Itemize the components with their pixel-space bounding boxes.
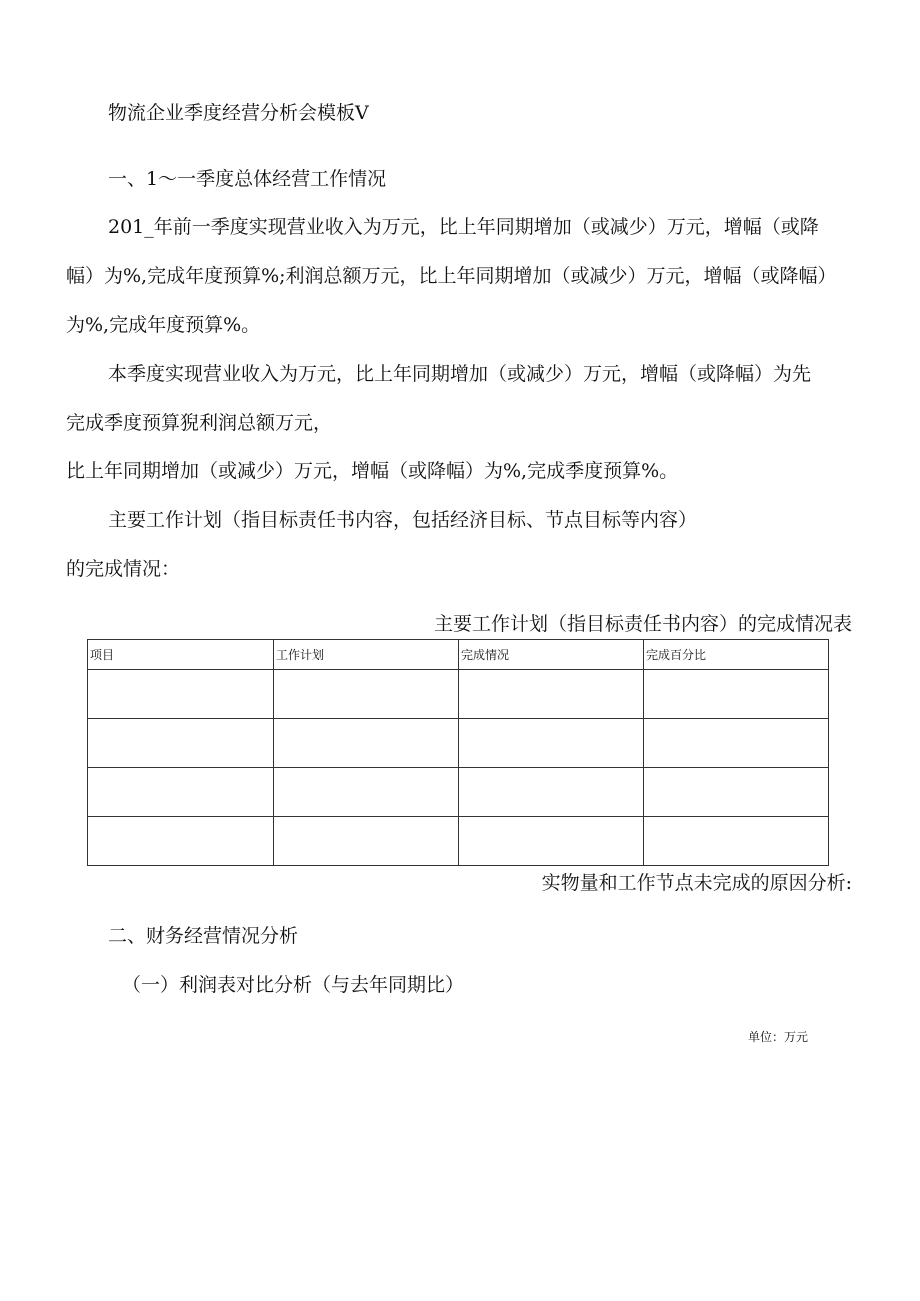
- header-status: 完成情况: [459, 640, 644, 670]
- table-row: [88, 719, 829, 768]
- paragraph2-line3: 比上年同期增加（或减少）万元，增幅（或降幅）为%,完成季度预算%。: [66, 460, 679, 482]
- paragraph2-line1: 本季度实现营业收入为万元，比上年同期增加（或减少）万元，增幅（或降幅）为先: [108, 363, 812, 385]
- paragraph1-line3: 为%,完成年度预算%。: [66, 314, 261, 336]
- section2-subheading: （一）利润表对比分析（与去年同期比）: [122, 974, 465, 996]
- table-cell: [88, 817, 274, 866]
- table-cell: [88, 719, 274, 768]
- paragraph1-line1: 201_年前一季度实现营业收入为万元，比上年同期增加（或减少）万元，增幅（或降: [108, 216, 819, 238]
- table-caption: 主要工作计划（指目标责任书内容）的完成情况表: [433, 613, 852, 635]
- section1-heading: 一、1～一季度总体经营工作情况: [108, 168, 387, 190]
- table-cell: [459, 768, 644, 817]
- table-cell: [644, 719, 829, 768]
- table-cell: [274, 670, 459, 719]
- reason-analysis-label: 实物量和工作节点未完成的原因分析:: [541, 872, 852, 894]
- table-cell: [88, 670, 274, 719]
- table-cell: [274, 817, 459, 866]
- document-title: 物流企业季度经营分析会模板Ⅴ: [108, 102, 369, 124]
- paragraph3-line1: 主要工作计划（指目标责任书内容，包括经济目标、节点目标等内容）: [108, 509, 698, 531]
- table-header-row: [88, 640, 829, 670]
- table-cell: [459, 719, 644, 768]
- table-cell: [644, 768, 829, 817]
- section2-heading: 二、财务经营情况分析: [108, 925, 299, 947]
- table-row: [88, 768, 829, 817]
- paragraph3-line2: 的完成情况：: [66, 558, 181, 580]
- work-plan-table: [87, 639, 829, 866]
- unit-label: 单位：万元: [747, 1030, 808, 1044]
- table-row: [88, 670, 829, 719]
- table-cell: [274, 719, 459, 768]
- table-cell: [459, 670, 644, 719]
- table-cell: [88, 768, 274, 817]
- header-work-plan: 工作计划: [274, 640, 459, 670]
- table-row: [88, 817, 829, 866]
- header-item: 项目: [88, 640, 274, 670]
- table-cell: [644, 670, 829, 719]
- table-cell: [274, 768, 459, 817]
- table-cell: [644, 817, 829, 866]
- paragraph1-line2: 幅）为%,完成年度预算%;利润总额万元，比上年同期增加（或减少）万元，增幅（或降幅）: [66, 265, 837, 287]
- header-completion-percent: 完成百分比: [644, 640, 829, 670]
- table-cell: [459, 817, 644, 866]
- paragraph2-line2: 完成季度预算猊利润总额万元，: [66, 412, 333, 434]
